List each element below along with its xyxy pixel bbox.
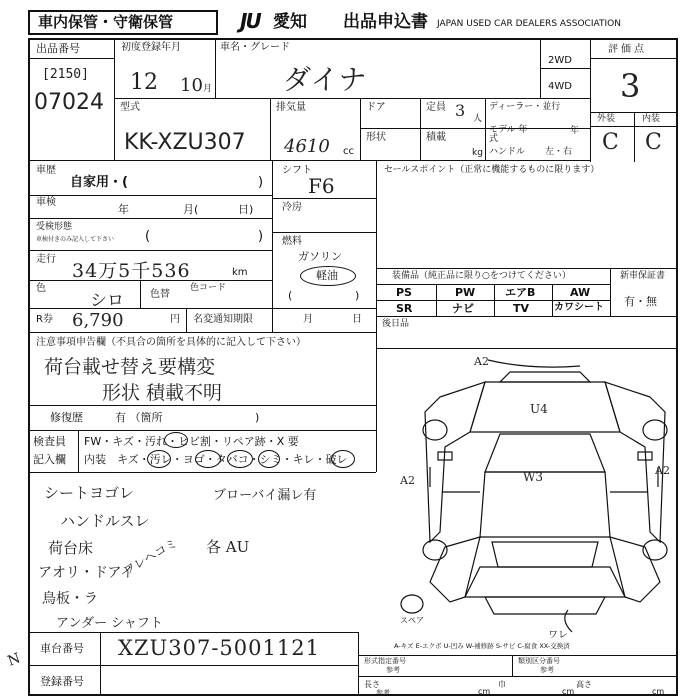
equip-aw: AW: [570, 286, 591, 299]
spec-ref3: 参考: [376, 689, 390, 697]
car-diagram: [400, 352, 678, 652]
inspection-receipt-label: 受検形態: [36, 222, 73, 232]
inspection-day: 日): [238, 203, 254, 216]
margin-mark: N: [5, 650, 23, 670]
score-int-value: C: [645, 130, 662, 155]
inspection-month: 月(: [183, 203, 199, 216]
notes-line1: 荷台載せ替え要構変: [44, 356, 216, 378]
spec-height: 高さ: [576, 680, 592, 689]
score-int-label: 内装: [642, 114, 661, 124]
lot-code: [2150]: [42, 67, 89, 82]
form-title: 出品申込書: [343, 12, 428, 32]
first-reg-month-suffix: 月: [203, 84, 213, 94]
spec-cm-2: cm: [562, 687, 575, 696]
capacity-value: 3: [455, 101, 466, 120]
diagram-mark-u4: U4: [530, 402, 548, 416]
car-name-value: ダイナ: [283, 63, 367, 96]
repair-label: 修復歴: [50, 411, 83, 424]
spec-width: 巾: [498, 680, 506, 689]
inspection-label: 車検: [36, 197, 56, 208]
inspector-circle-6: [331, 450, 355, 468]
equip-navi: ナビ: [452, 302, 474, 315]
deadline-month: 月: [303, 314, 313, 325]
equip-airbag: エアB: [505, 286, 536, 299]
lot-number: 07024: [34, 90, 104, 115]
model-year-suffix: 年: [570, 126, 580, 136]
shape-label: 形状: [366, 132, 386, 143]
sales-point-label: セールスポイント（正常に機能するものに限ります）: [384, 165, 600, 175]
remark-handle: ハンドルスレ: [60, 512, 150, 530]
remark-crack: ワレヘコミ: [120, 535, 180, 578]
score-label: 評価点: [608, 44, 647, 55]
recycle-unit: 円: [170, 314, 180, 325]
history-value: 自家用・(: [70, 175, 128, 190]
dealer-label: ディーラー・並行: [489, 102, 561, 112]
inspector-label1: 検査員: [33, 435, 66, 448]
drive-4wd: 4WD: [548, 81, 572, 92]
score-value: 3: [620, 67, 641, 105]
displacement-label: 排気量: [276, 102, 306, 113]
notes-line2: 形状 積載不明: [102, 382, 223, 404]
capacity-label: 定員: [426, 102, 446, 113]
inspection-year: 年: [118, 203, 129, 216]
remark-under: アンダー シャフト: [56, 616, 163, 631]
lot-label: 出品番号: [36, 42, 80, 55]
inspector-circle-5: [258, 450, 280, 468]
spec-form-label: 形式指定番号: [364, 657, 406, 665]
diagram-mark-crack: ワレ: [548, 630, 568, 641]
fuel-opt-gasoline: ガソリン: [298, 250, 342, 263]
mileage-label: 走行: [36, 254, 56, 265]
chassis-value: XZU307-5001121: [118, 636, 320, 660]
score-ext-value: C: [602, 130, 619, 155]
load-unit: kg: [472, 148, 483, 158]
mileage-value: 34万5千536: [72, 260, 191, 282]
color-code-label: 色コード: [190, 283, 227, 293]
history-label: 車歴: [36, 165, 56, 176]
spec-class-label: 類別区分番号: [518, 657, 560, 665]
remark-seat: シートヨゴレ: [44, 484, 135, 502]
equip-pw: PW: [455, 286, 476, 299]
repair-close: ): [255, 411, 260, 424]
displacement-unit: cc: [343, 146, 354, 157]
inspector-circle-2: [147, 450, 171, 468]
color-change-label: 色替: [150, 289, 170, 300]
mileage-unit: km: [232, 267, 248, 278]
diagram-spare-label: スペア: [400, 616, 424, 625]
history-close: ): [258, 175, 264, 190]
equipment-label: 装備品（純正品に限り○をつけてください）: [392, 271, 571, 281]
spec-ref2: 参考: [540, 666, 554, 674]
handle-label: ハンドル: [489, 147, 526, 157]
inspection-receipt-paren: (: [145, 229, 151, 244]
inspector-row2-label: 内装: [84, 453, 106, 466]
diagram-mark-a2-top: A2: [474, 355, 489, 368]
load-label: 積載: [426, 132, 446, 143]
inspector-circle-1: [164, 432, 188, 448]
fuel-label: 燃料: [282, 236, 302, 247]
fuel-opt-diesel: 軽油: [316, 269, 338, 282]
first-reg-year: 12: [130, 70, 158, 95]
equip-sr: SR: [396, 302, 413, 315]
spec-length: 長さ: [364, 680, 380, 689]
fuel-paren: (: [288, 289, 293, 302]
first-reg-label: 初度登録年月: [121, 42, 181, 53]
fuel-close: ): [355, 289, 360, 302]
assoc-english: JAPAN USED CAR DEALERS ASSOCIATION: [437, 19, 621, 29]
inspector-row1: FW・キズ・汚れ・ヒビ割・リペア跡・X 要: [84, 435, 299, 448]
ac-label: 冷房: [282, 202, 302, 213]
equip-tv: TV: [513, 302, 530, 315]
deadline-day: 日: [352, 314, 362, 325]
recycle-value: 6,790: [72, 310, 124, 331]
notes-label: 注意事項申告欄（不具合の箇所を具体的に記入して下さい）: [36, 337, 306, 348]
shift-label: シフト: [282, 165, 312, 176]
diagram-mark-w3: W3: [523, 470, 543, 484]
inspector-circle-3: [195, 450, 221, 468]
spec-cm-1: cm: [478, 687, 491, 696]
handle-opts: 左・右: [545, 147, 573, 157]
damage-legend: A-キズ E-エクボ U-凹み W-補修跡 S-サビ C-腐食 XX-交換済: [394, 642, 570, 650]
door-label: ドア: [366, 102, 386, 113]
chassis-label: 車台番号: [40, 642, 84, 655]
inspection-receipt-close: ): [258, 229, 264, 244]
inspection-receipt-note: 車検付きのみ記入して下さい: [36, 236, 115, 243]
score-ext-label: 外装: [597, 114, 616, 124]
remark-each-au: 各 AU: [206, 538, 250, 556]
drive-2wd: 2WD: [548, 55, 572, 66]
spec-cm-3: cm: [652, 687, 665, 696]
deadline-label: 名変通知期限: [193, 314, 253, 325]
diagram-mark-a2-right: A2: [655, 464, 670, 477]
warranty-label: 新車保証書: [620, 271, 666, 281]
car-name-label: 車名・グレード: [220, 42, 290, 53]
storage-label: 車内保管・守衛保管: [38, 13, 174, 31]
remark-blowby: ブローバイ漏レ有: [213, 488, 317, 503]
after-day-label: 後日品: [382, 319, 410, 329]
model-label: 型式: [120, 102, 140, 113]
recycle-label: R券: [36, 314, 53, 325]
equip-leather-seat: カワシート: [554, 302, 604, 313]
first-reg-month: 10: [180, 75, 203, 96]
registration-label: 登録番号: [40, 675, 84, 688]
model-value: KK-XZU307: [124, 130, 246, 155]
remark-gate: アオリ・ドアイ: [38, 565, 135, 581]
displacement-value: 4610: [284, 136, 330, 157]
inspector-row2: キズ・汚レ・ヨゴ・タバコ・シミ・キレ・破レ: [117, 453, 348, 466]
model-year-label: モデル 年式: [489, 125, 528, 144]
color-value: シロ: [90, 291, 124, 311]
equip-ps: PS: [396, 286, 412, 299]
inspector-circle-4: [227, 450, 253, 468]
remark-bed-floor: 荷台床: [48, 539, 94, 557]
diagram-mark-a2-left: A2: [400, 474, 415, 487]
repair-value: 有 （箇所: [115, 411, 163, 424]
ju-logo: JU: [240, 9, 260, 33]
shift-value: F6: [308, 174, 335, 198]
inspector-label2: 記入欄: [33, 453, 66, 466]
color-label: 色: [36, 283, 46, 294]
remark-plate: 鳥板・ラ: [42, 591, 98, 607]
spec-ref1: 参考: [386, 666, 400, 674]
capacity-unit: 人: [473, 114, 483, 124]
assoc-name: 愛知: [273, 12, 307, 32]
warranty-value: 有・無: [624, 295, 657, 308]
